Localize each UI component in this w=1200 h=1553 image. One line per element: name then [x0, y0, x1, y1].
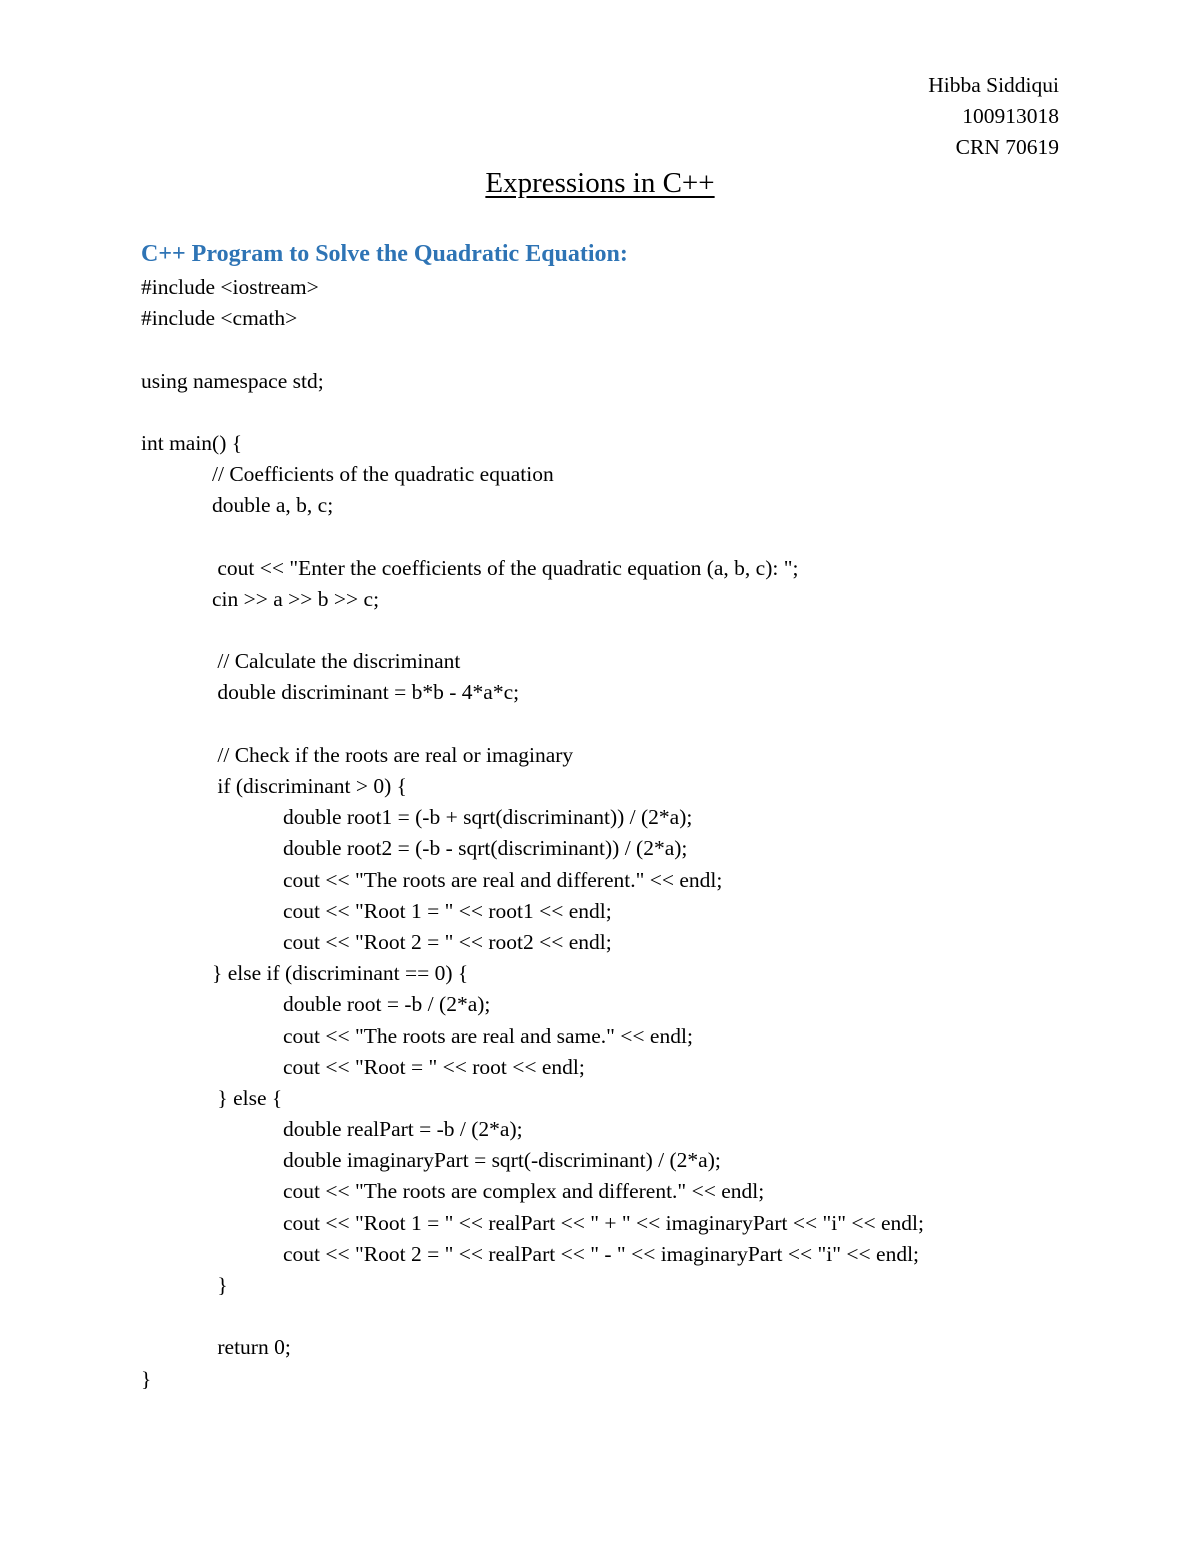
- author-name: Hibba Siddiqui: [928, 73, 1059, 97]
- code-line: // Coefficients of the quadratic equation: [212, 462, 554, 487]
- code-line: [141, 709, 1101, 740]
- code-line: double discriminant = b*b - 4*a*c;: [212, 680, 520, 705]
- code-line: cout << "Root = " << root << endl;: [283, 1054, 585, 1079]
- code-line: cout << "Root 2 = " << realPart << " - " << imaginaryPart << "i" << endl;: [283, 1241, 920, 1266]
- code-line: cout << "The roots are real and same." << endl;: [283, 1023, 693, 1048]
- document-title-row: [0, 164, 1200, 202]
- code-line: double root1 = (-b + sqrt(discriminant)) / (2*a);: [283, 805, 693, 830]
- code-line: using namespace std;: [141, 368, 324, 393]
- code-line: double root = -b / (2*a);: [283, 992, 491, 1017]
- code-line: [141, 334, 1101, 365]
- code-line: } else if (discriminant == 0) {: [212, 961, 469, 986]
- section-heading: C++ Program to Solve the Quadratic Equation:: [141, 241, 628, 267]
- code-line: cout << "Root 1 = " << root1 << endl;: [283, 898, 612, 923]
- code-line: double imaginaryPart = sqrt(-discriminant) / (2*a);: [283, 1148, 721, 1173]
- code-listing: [141, 272, 1101, 1395]
- code-line: } else {: [212, 1085, 283, 1110]
- code-line: [141, 1301, 1101, 1332]
- code-line: if (discriminant > 0) {: [212, 774, 408, 798]
- code-line: }: [212, 1273, 228, 1297]
- code-line: cout << "Root 1 = " << realPart << " + " << imaginaryPart << "i" << endl;: [283, 1210, 924, 1235]
- author-header: [928, 70, 1059, 163]
- code-line: }: [141, 1366, 152, 1391]
- code-line: cout << "Root 2 = " << root2 << endl;: [283, 929, 612, 954]
- document-title: Expressions in C++: [485, 167, 715, 199]
- student-id: 100913018: [962, 104, 1059, 128]
- code-line: // Calculate the discriminant: [212, 649, 461, 674]
- code-line: double realPart = -b / (2*a);: [283, 1117, 523, 1142]
- code-line: double root2 = (-b - sqrt(discriminant)) / (2*a);: [283, 836, 688, 861]
- code-line: cout << "The roots are complex and different." << endl;: [283, 1179, 765, 1204]
- code-line: #include <cmath>: [141, 306, 298, 331]
- code-line: [141, 397, 1101, 428]
- code-line: return 0;: [212, 1335, 291, 1360]
- code-line: double a, b, c;: [212, 493, 334, 518]
- course-crn: CRN 70619: [955, 135, 1059, 159]
- code-line: [141, 522, 1101, 553]
- code-line: int main() {: [141, 430, 243, 455]
- code-line: cout << "Enter the coefficients of the quadratic equation (a, b, c): ";: [212, 555, 799, 580]
- code-line: [141, 615, 1101, 646]
- code-line: #include <iostream>: [141, 275, 319, 299]
- code-line: cout << "The roots are real and different." << endl;: [283, 867, 723, 892]
- code-line: cin >> a >> b >> c;: [212, 586, 380, 611]
- code-line: // Check if the roots are real or imaginary: [212, 742, 574, 767]
